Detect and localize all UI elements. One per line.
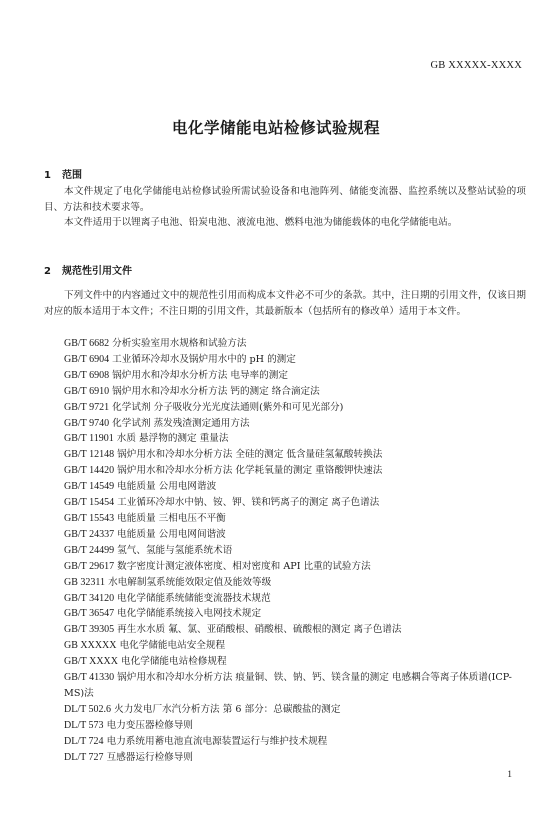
reference-title: 锅炉用水和冷却水分析方法 化学耗氧量的测定 重铬酸钾快速法	[117, 465, 383, 477]
reference-item	[64, 543, 526, 559]
reference-item	[64, 368, 526, 384]
reference-code: GB/T XXXX	[64, 656, 118, 668]
reference-item	[64, 352, 526, 368]
reference-code: GB/T 14420	[64, 465, 115, 477]
reference-item	[64, 591, 526, 607]
reference-code: GB 32311	[64, 576, 106, 588]
reference-title: 火力发电厂水汽分析方法 第 6 部分：总碳酸盐的测定	[114, 703, 341, 715]
reference-code: DL/T 727	[64, 751, 104, 763]
reference-item	[64, 447, 526, 463]
reference-item	[64, 479, 526, 495]
scope-paragraph-1: 本文件规定了电化学储能电站检修试验所需试验设备和电池阵列、储能变流器、监控系统以及整站试验的项目、方法和技术要求等。	[44, 186, 526, 213]
reference-title: 再生水水质 氟、氯、亚硝酸根、硝酸根、硫酸根的测定 离子色谱法	[117, 624, 402, 636]
reference-item	[64, 400, 526, 416]
reference-title: 电能质量 三相电压不平衡	[117, 512, 226, 524]
reference-code: GB/T 11901	[64, 433, 114, 445]
reference-code: DL/T 502.6	[64, 703, 112, 715]
reference-title: 锅炉用水和冷却水分析方法 痕量铜、铁、钠、钙、镁含量的测定 电感耦合等离子体质谱(ICP-MS)法	[64, 672, 512, 699]
reference-title: 电化学储能系统储能变流器技术规范	[117, 592, 271, 604]
reference-code: GB/T 6904	[64, 353, 110, 365]
reference-item	[64, 495, 526, 511]
reference-title: 水电解制氢系统能效限定值及能效等级	[108, 576, 272, 588]
section-1-heading	[44, 166, 82, 181]
reference-code: GB/T 6682	[64, 338, 110, 349]
section-1-number: 1	[44, 170, 51, 181]
reference-title: 锅炉用水和冷却水分析方法 全硅的测定 低含量硅氢氟酸转换法	[117, 449, 383, 461]
reference-item	[64, 384, 526, 400]
reference-title: 工业循环冷却水及锅炉用水中的 pH 的测定	[112, 353, 296, 365]
reference-title: 电力系统用蓄电池直流电源装置运行与维护技术规程	[106, 735, 328, 747]
reference-item	[64, 463, 526, 479]
reference-title: 互感器运行检修导则	[106, 751, 193, 763]
reference-title: 水质 悬浮物的测定 重量法	[116, 433, 229, 445]
reference-code: GB/T 24337	[64, 528, 115, 540]
reference-code: GB/T 6908	[64, 369, 110, 381]
reference-code: GB/T 6910	[64, 385, 110, 397]
reference-item	[64, 431, 526, 447]
reference-code: GB/T 39305	[64, 624, 115, 636]
reference-title: 分析实验室用水规格和试验方法	[112, 338, 247, 349]
reference-title: 锅炉用水和冷却水分析方法 钙的测定 络合滴定法	[112, 385, 320, 397]
reference-code: GB/T 29617	[64, 560, 115, 572]
reference-item	[64, 702, 526, 718]
reference-item	[64, 718, 526, 734]
reference-title: 数字密度计测定液体密度、相对密度和 API 比重的试验方法	[117, 560, 371, 572]
reference-code: GB/T 15543	[64, 512, 115, 524]
section-2-title: 规范性引用文件	[62, 266, 132, 277]
reference-title: 锅炉用水和冷却水分析方法 电导率的测定	[112, 369, 288, 381]
reference-title: 化学试剂 蒸发残渣测定通用方法	[112, 417, 250, 429]
reference-code: GB/T 9740	[64, 417, 110, 429]
reference-item	[64, 654, 526, 670]
page-number: 1	[507, 770, 512, 780]
reference-title: 工业循环冷却水中钠、铵、钾、镁和钙离子的测定 离子色谱法	[117, 497, 380, 509]
reference-code: GB/T 15454	[64, 497, 115, 509]
reference-item	[64, 734, 526, 750]
reference-title: 电化学储能电站安全规程	[119, 640, 226, 652]
reference-title: 氢气、氢能与氢能系统术语	[117, 544, 233, 556]
reference-code: GB/T 34120	[64, 592, 115, 604]
reference-item	[64, 638, 526, 654]
section-2-heading	[44, 262, 132, 277]
section-1-title: 范围	[62, 170, 82, 181]
scope-paragraph-2: 本文件适用于以锂离子电池、铅炭电池、液流电池、燃料电池为储能载体的电化学储能电站。	[64, 217, 458, 228]
reference-item	[64, 622, 526, 638]
reference-item	[64, 750, 526, 766]
reference-item	[64, 416, 526, 432]
reference-list	[64, 336, 526, 765]
reference-title: 电化学储能系统接入电网技术规定	[117, 608, 262, 620]
reference-code: GB XXXXX	[64, 640, 117, 652]
reference-item	[64, 670, 526, 702]
reference-item	[64, 336, 526, 352]
reference-title: 电力变压器检修导则	[106, 719, 193, 731]
reference-item	[64, 511, 526, 527]
reference-code: DL/T 724	[64, 735, 104, 747]
reference-code: DL/T 573	[64, 719, 104, 731]
document-title: 电化学储能电站检修试验规程	[171, 119, 380, 137]
reference-code: GB/T 14549	[64, 481, 115, 493]
standard-code: GB XXXXX-XXXX	[430, 60, 522, 71]
reference-code: GB/T 12148	[64, 449, 115, 461]
reference-item	[64, 606, 526, 622]
reference-title: 电能质量 公用电网间谐波	[117, 528, 226, 540]
references-intro: 下列文件中的内容通过文中的规范性引用而构成本文件必不可少的条款。其中，注日期的引用文件，仅该日期对应的版本适用于本文件；不注日期的引用文件，其最新版本（包括所有的修改单）适用于本文件。	[44, 290, 526, 317]
section-2-number: 2	[44, 266, 51, 277]
reference-title: 电能质量 公用电网谐波	[117, 481, 217, 493]
reference-code: GB/T 24499	[64, 544, 115, 556]
reference-title: 化学试剂 分子吸收分光光度法通则(紫外和可见光部分)	[112, 401, 344, 413]
reference-item	[64, 575, 526, 591]
reference-code: GB/T 9721	[64, 401, 110, 413]
reference-code: GB/T 41330	[64, 672, 115, 684]
reference-code: GB/T 36547	[64, 608, 115, 620]
reference-item	[64, 559, 526, 575]
reference-title: 电化学储能电站检修规程	[121, 656, 227, 668]
reference-item	[64, 527, 526, 543]
